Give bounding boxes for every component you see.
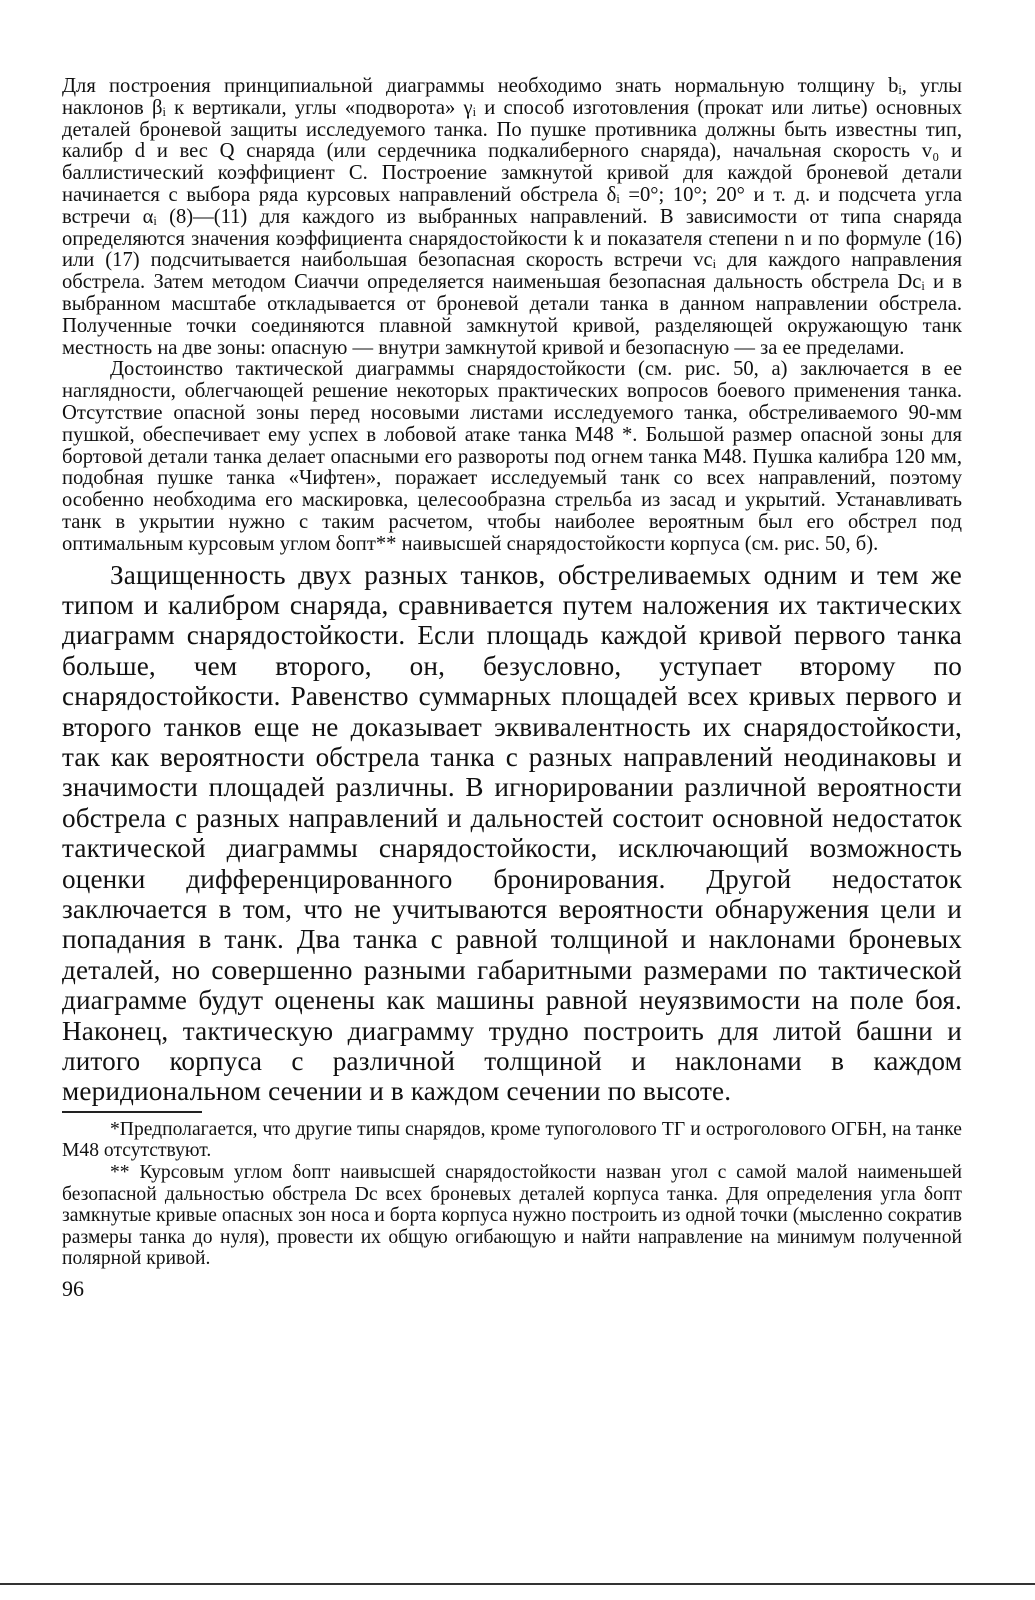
scan-edge-line — [0, 1583, 1035, 1585]
page-number: 96 — [62, 1276, 84, 1301]
paragraph-diagram-advantage: Достоинство тактической диаграммы снарядостойкости (см. рис. 50, а) заключается в ее наглядности, облегчающей решение некоторых практических вопросов боевого применения танка. Отсутствие опасной зоны перед носовыми листами исследуемого танка, обстреливаемого 90-мм пушкой, обеспечивает ему успех в лобовой атаке танка М48 *. Большой размер опасной зоны для бортовой детали танка делает опасными его развороты под огнем танка М48. Пушка калибра 120 мм, подобная пушке танка «Чифтен», поражает исследуемый танк со всех направлений, поэтому особенно необходима его маскировка, целесообразна стрельба из засад и укрытий. Устанавливать танк в укрытии нужно с таким расчетом, чтобы наиболее вероятным был его обстрел под оптимальным курсовым углом δопт** наивысшей снарядостойкости корпуса (см. рис. 50, б). — [62, 358, 962, 555]
paragraph-construction-method: Для построения принципиальной диаграммы необходимо знать нормальную толщину bᵢ, углы наклонов βᵢ к вертикали, углы «подворота» γᵢ и способ изготовления (прокат или литье) основных деталей броневой защиты исследуемого танка. По пушке противника должны быть известны тип, калибр d и вес Q снаряда (или сердечника подкалиберного снаряда), начальная скорость v₀ и баллистический коэффициент C. Построение замкнутой кривой для каждой броневой детали начинается с выбора ряда курсовых направлений обстрела δᵢ =0°; 10°; 20° и т. д. и подсчета угла встречи αᵢ (8)—(11) для каждого из выбранных направлений. В зависимости от типа снаряда определяются значения коэффициента снарядостойкости k и показателя степени n и по формуле (16) или (17) подсчитывается наибольшая безопасная скорость встречи vcᵢ для каждого направления обстрела. Затем методом Сиаччи определяется наименьшая безопасная дальность обстрела Dcᵢ и в выбранном масштабе откладывается от броневой детали танка в данном направлении обстрела. Полученные точки соединяются плавной замкнутой кривой, разделяющей окружающую танк местность на две зоны: опасную — внутри замкнутой кривой и безопасную — за ее пределами. — [62, 75, 962, 359]
footnote-separator — [62, 1111, 202, 1113]
footnote-1: *Предполагается, что другие типы снарядов, кроме тупоголового ТГ и остроголового ОГБН, на танке М48 отсутствуют. — [62, 1118, 962, 1162]
footnote-2: ** Курсовым углом δопт наивысшей снарядостойкости назван угол с самой малой наименьшей безопасной дальностью обстрела Dc всех броневых деталей корпуса танка. Для определения угла δопт замкнутые кривые опасных зон носа и борта корпуса нужно построить из одной точки (мысленно сократив размеры танка до нуля), провести их общую огибающую и найти направление на минимум полученной полярной кривой. — [62, 1162, 962, 1270]
page-body — [62, 76, 962, 1302]
paragraph-comparison: Защищенность двух разных танков, обстреливаемых одним и тем же типом и калибром снаряда, сравнивается путем наложения их тактических диаграмм снарядостойкости. Если площадь каждой кривой первого танка больше, чем второго, он, безусловно, уступает второму по снарядостойкости. Равенство суммарных площадей всех кривых первого и второго танков еще не доказывает эквивалентность их снарядостойкости, так как вероятности обстрела танка с разных направлений неодинаковы и значимости площадей различны. В игнорировании различной вероятности обстрела с разных направлений и дальностей состоит основной недостаток тактической диаграммы снарядостойкости, исключающий возможность оценки дифференцированного бронирования. Другой недостаток заключается в том, что не учитываются вероятности обнаружения цели и попадания в танк. Два танка с равной толщиной и наклонами броневых деталей, но совершенно разными габаритными размерами по тактической диаграмме будут оценены как машины равной неуязвимости на поле боя. Наконец, тактическую диаграмму трудно построить для литой башни и литого корпуса с различной толщиной и наклонами в каждом меридиональном сечении и в каждом сечении по высоте. — [62, 559, 962, 1107]
